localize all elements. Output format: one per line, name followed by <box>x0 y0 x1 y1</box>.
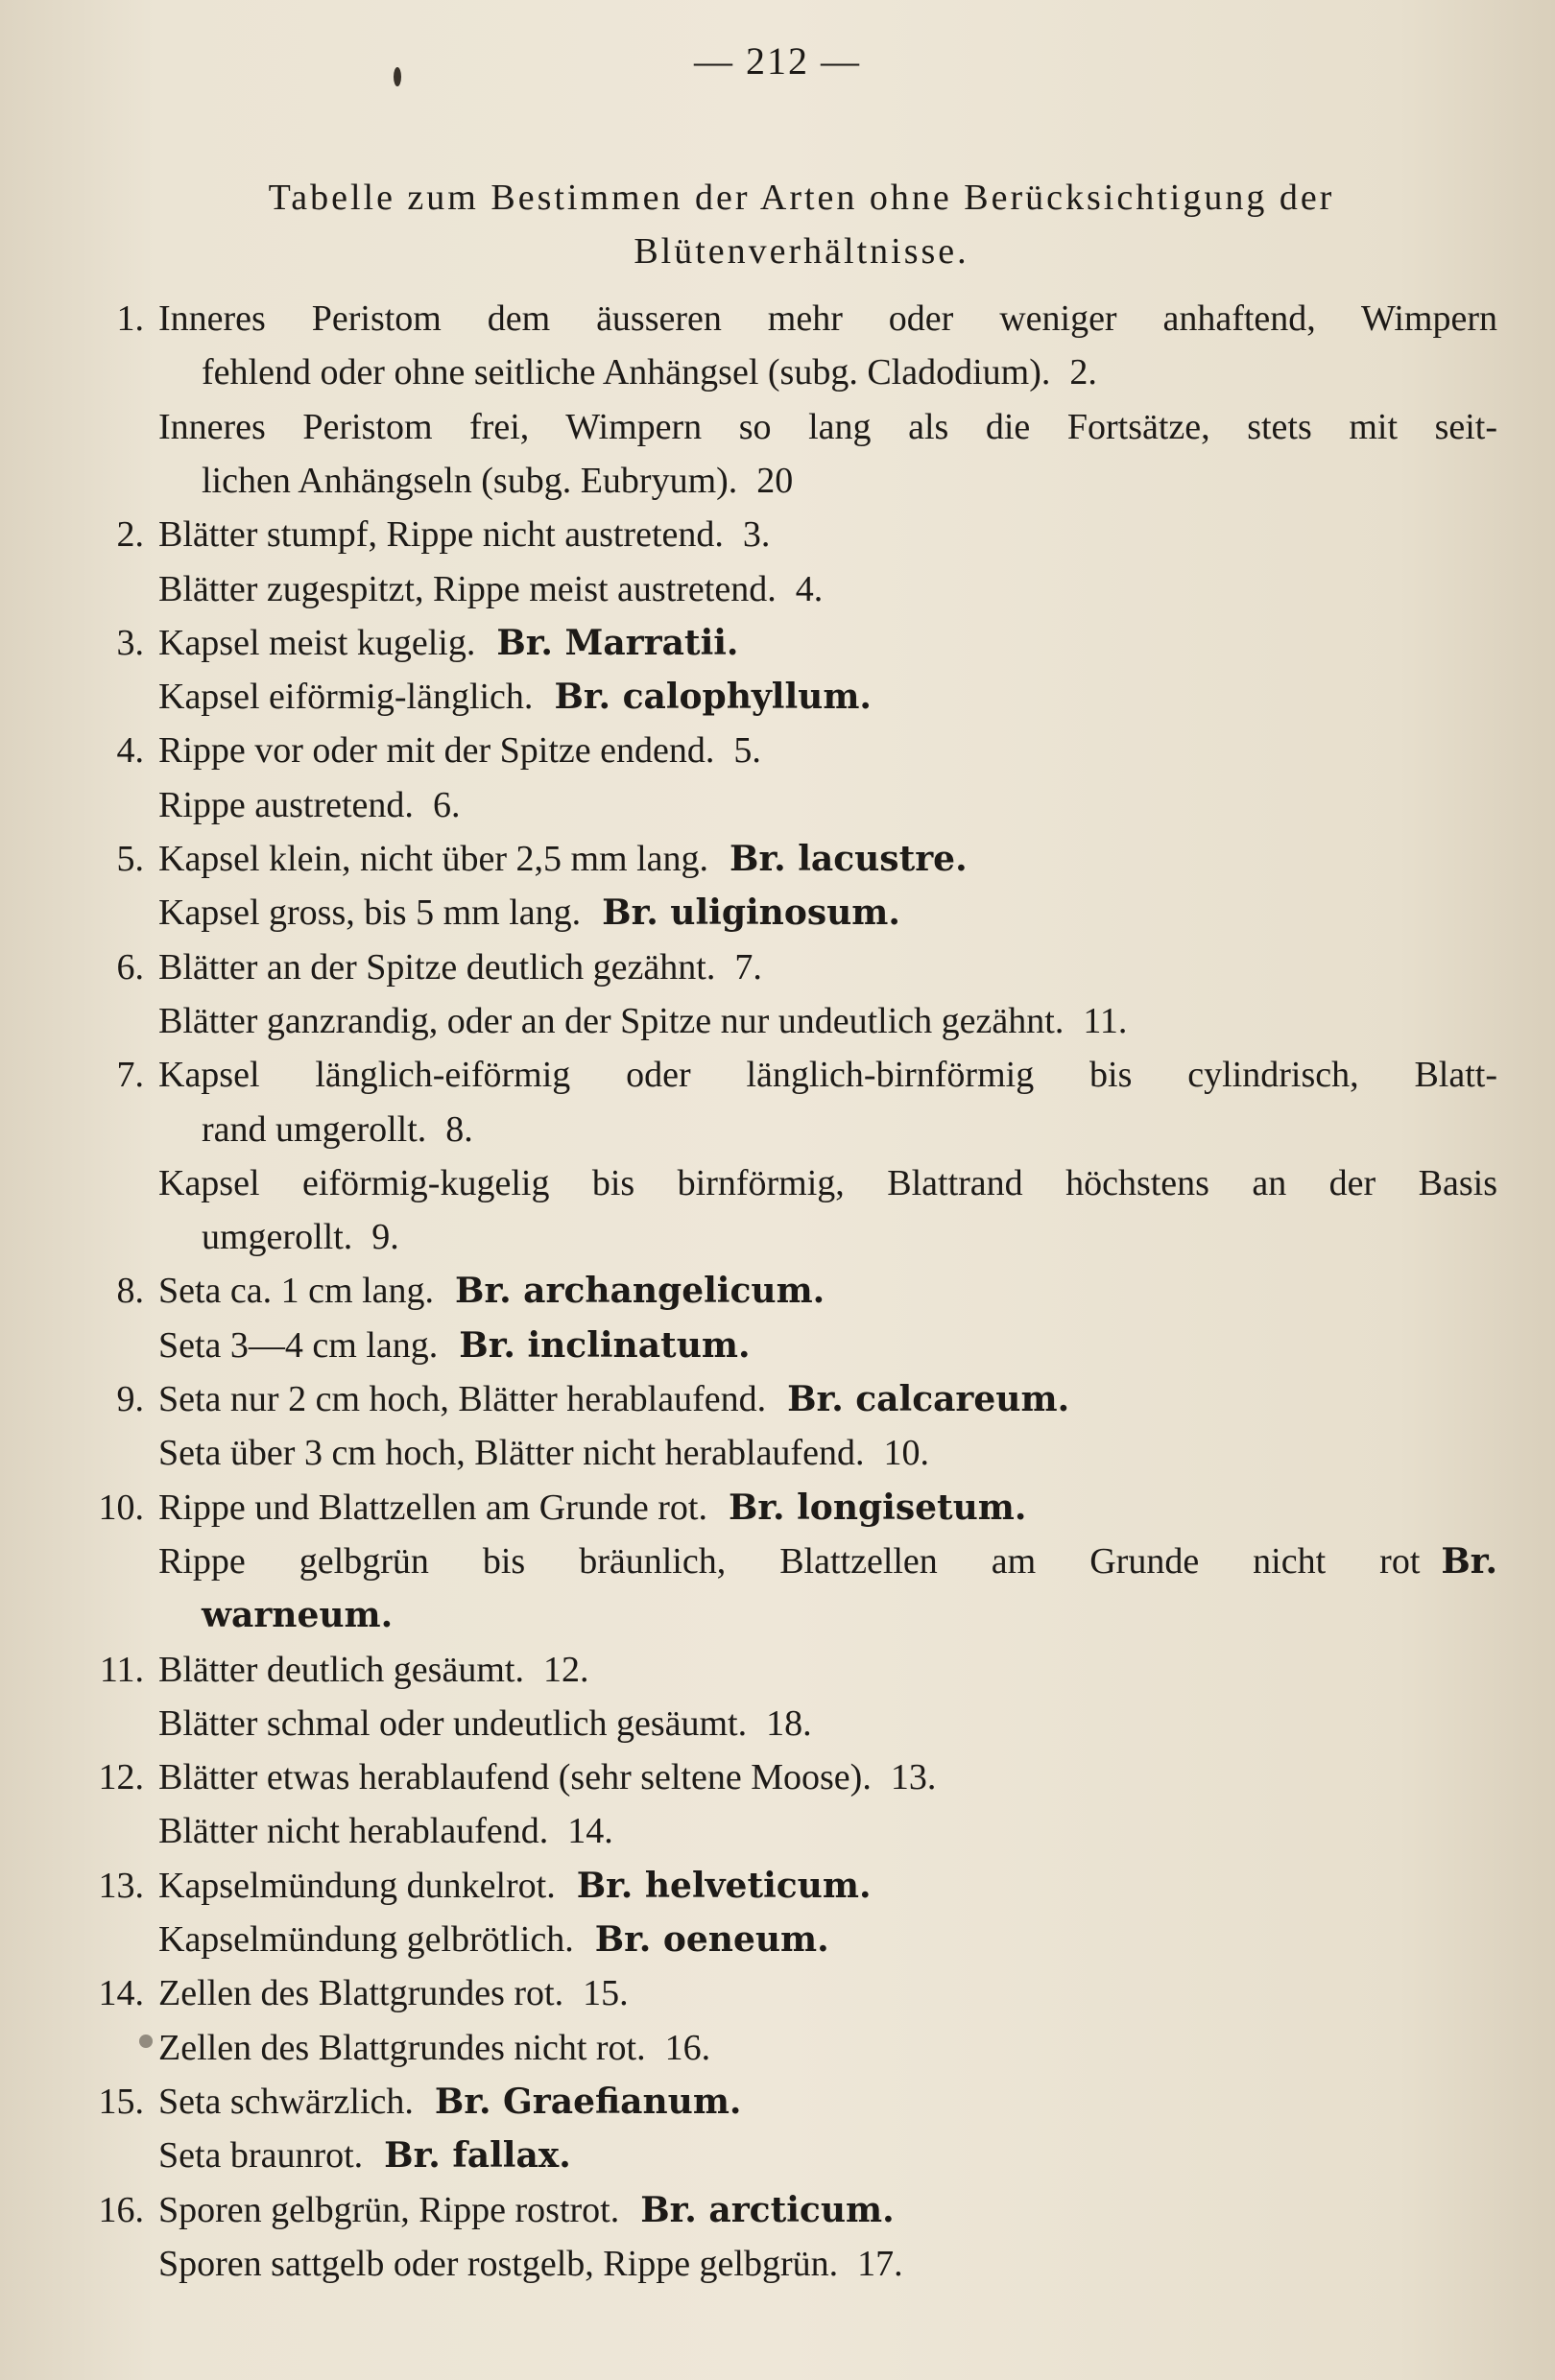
entry-line <box>202 1594 393 1636</box>
entry-line <box>158 1432 929 1474</box>
entry-text: Rippe austretend. <box>158 784 414 825</box>
entry-number: 6. <box>116 946 144 988</box>
couplet-reference: 9. <box>371 1217 399 1258</box>
entry-number: 2. <box>116 514 144 556</box>
entry-text: Blätter etwas herablaufend (sehr seltene Moose). <box>158 1757 872 1798</box>
couplet-reference: 3. <box>742 514 771 556</box>
couplet-reference: 5. <box>733 730 761 772</box>
couplet-reference: 13. <box>890 1757 937 1798</box>
entry-text: fehlend oder ohne seitliche Anhängsel (subg. Cladodium). <box>202 352 1051 393</box>
species-name: Br. calcareum. <box>787 1379 1070 1419</box>
entry-text: Seta nur 2 cm hoch, Blätter herablaufend. <box>158 1379 767 1419</box>
entry-text: rand umgerollt. <box>202 1108 427 1150</box>
couplet-reference: 15. <box>583 1973 629 2014</box>
species-name: Br. archangelicum. <box>455 1271 825 1312</box>
couplet-reference: 16. <box>664 2027 711 2068</box>
entry-line <box>202 1216 399 1258</box>
entry-line <box>158 676 872 718</box>
couplet-reference: 17. <box>857 2243 903 2284</box>
species-name: Br. longisetum. <box>728 1487 1027 1528</box>
page-number: — 212 — <box>694 39 861 83</box>
entry-text: Blätter deutlich gesäumt. <box>158 1649 524 1690</box>
entry-line <box>158 2081 741 2123</box>
entry-line <box>202 1108 473 1151</box>
entry-text: Inneres Peristom dem äusseren mehr oder weniger anhaftend, Wimpern <box>158 298 1497 339</box>
species-name: Br. helveticum. <box>576 1865 872 1906</box>
species-name: Br. Graefianum. <box>434 2081 742 2122</box>
species-name: Br. <box>1441 1540 1497 1582</box>
entry-text: Zellen des Blattgrundes nicht rot. <box>158 2027 646 2068</box>
couplet-reference: 11. <box>1083 1000 1128 1041</box>
entry-text: Rippe und Blattzellen am Grunde rot. <box>158 1487 707 1528</box>
entry-text: Kapsel meist kugelig. <box>158 622 476 663</box>
entry-line <box>158 1000 1127 1042</box>
entry-text: Blätter ganzrandig, oder an der Spitze nur undeutlich gezähnt. <box>158 1000 1065 1041</box>
couplet-reference: 18. <box>766 1702 812 1744</box>
entry-text: Sporen gelbgrün, Rippe rostrot. <box>158 2189 620 2230</box>
entry-number: 11. <box>99 1649 144 1690</box>
entry-number: 8. <box>116 1271 144 1312</box>
entry-text: Blätter nicht herablaufend. <box>158 1811 549 1852</box>
entry-text: Kapselmündung dunkelrot. <box>158 1865 556 1906</box>
couplet-reference: 8. <box>445 1108 473 1150</box>
entry-text: Kapsel eiförmig-länglich. <box>158 677 534 718</box>
species-name: Br. uliginosum. <box>602 892 900 934</box>
couplet-reference: 7. <box>734 946 762 988</box>
entry-text: Sporen sattgelb oder rostgelb, Rippe gelbgrün. <box>158 2243 839 2284</box>
species-name: Br. lacustre. <box>730 839 968 879</box>
entry-text: Kapsel länglich-eiförmig oder länglich-birnförmig bis cylindrisch, Blatt- <box>158 1055 1497 1096</box>
couplet-reference: 12. <box>542 1649 589 1690</box>
species-name: warneum. <box>202 1595 394 1636</box>
entry-number: 9. <box>116 1379 144 1419</box>
entry-line <box>158 1649 588 1691</box>
entry-number: 7. <box>116 1055 144 1096</box>
entry-line <box>158 1918 829 1961</box>
entry-line <box>158 513 770 556</box>
entry-line <box>158 1054 1497 1096</box>
entry-line <box>158 1378 1069 1420</box>
species-name: Br. calophyllum. <box>554 677 872 718</box>
entry-line <box>158 2134 571 2177</box>
entry-line <box>158 1487 1026 1529</box>
entry-line <box>158 622 738 664</box>
entry-text: Seta über 3 cm hoch, Blätter nicht herablaufend. <box>158 1433 865 1474</box>
entry-number: 13. <box>98 1865 144 1906</box>
table-title-line-2: Blütenverhältnisse. <box>634 231 969 272</box>
entry-line <box>158 1324 751 1367</box>
entry-line <box>202 460 793 502</box>
entry-text: Blätter zugespitzt, Rippe meist austretend. <box>158 568 777 609</box>
entry-text: Kapsel eiförmig-kugelig bis birnförmig, Blattrand höchstens an der Basis <box>158 1162 1497 1203</box>
entry-number: 16. <box>98 2189 144 2230</box>
ink-speck <box>139 2035 153 2048</box>
species-name: Br. oeneum. <box>594 1919 829 1960</box>
entry-line <box>158 1756 936 1798</box>
entry-line <box>158 1972 629 2014</box>
entry-line <box>158 892 900 934</box>
entry-text: Blätter stumpf, Rippe nicht austretend. <box>158 514 724 556</box>
couplet-reference: 20 <box>756 460 794 501</box>
entry-line <box>202 351 1097 393</box>
entry-text: Kapselmündung gelbrötlich. <box>158 1919 574 1960</box>
entry-line <box>158 946 762 988</box>
couplet-reference: 2. <box>1069 352 1097 393</box>
entry-text: Inneres Peristom frei, Wimpern so lang als die Fortsätze, stets mit seit- <box>158 406 1497 447</box>
entry-line <box>158 2027 710 2069</box>
entry-number: 15. <box>98 2081 144 2122</box>
entry-text: Zellen des Blattgrundes rot. <box>158 1973 564 2014</box>
entry-number: 1. <box>116 298 144 339</box>
entry-text: Seta 3—4 cm lang. <box>158 1324 439 1366</box>
species-name: Br. Marratii. <box>496 622 739 663</box>
entry-line <box>158 784 460 826</box>
entry-line <box>158 568 823 610</box>
couplet-reference: 10. <box>883 1433 929 1474</box>
entry-line <box>158 1162 1497 1204</box>
entry-line <box>158 2189 895 2231</box>
entry-text: Blätter an der Spitze deutlich gezähnt. <box>158 946 716 988</box>
entry-number: 3. <box>116 622 144 663</box>
species-name: Br. fallax. <box>384 2135 571 2177</box>
entry-text: Rippe gelbgrün bis bräunlich, Blattzellen am Grunde nicht rot <box>158 1540 1421 1582</box>
couplet-reference: 14. <box>567 1811 613 1852</box>
entry-text: lichen Anhängseln (subg. Eubryum). <box>202 460 738 501</box>
couplet-reference: 4. <box>795 568 824 609</box>
entry-number: 10. <box>98 1487 144 1528</box>
entry-number: 4. <box>116 730 144 772</box>
entry-line <box>158 2243 903 2285</box>
species-name: Br. arcticum. <box>640 2189 895 2230</box>
entry-text: Rippe vor oder mit der Spitze endend. <box>158 730 715 772</box>
entry-text: Seta braunrot. <box>158 2135 364 2177</box>
entry-line <box>158 729 761 772</box>
entry-line <box>158 1810 613 1852</box>
entry-line <box>158 1270 825 1312</box>
entry-text: umgerollt. <box>202 1217 353 1258</box>
entry-number: 14. <box>98 1973 144 2014</box>
entry-number: 12. <box>98 1757 144 1798</box>
entry-text: Seta ca. 1 cm lang. <box>158 1271 435 1312</box>
table-title-line-1: Tabelle zum Bestimmen der Arten ohne Berücksichtigung der <box>268 178 1335 218</box>
entry-number: 5. <box>116 839 144 879</box>
couplet-reference: 6. <box>432 784 461 825</box>
entry-text: Kapsel klein, nicht über 2,5 mm lang. <box>158 839 709 879</box>
entry-text: Blätter schmal oder undeutlich gesäumt. <box>158 1702 748 1744</box>
entry-line <box>158 1702 812 1745</box>
entry-text: Kapsel gross, bis 5 mm lang. <box>158 892 582 934</box>
entry-line <box>158 406 1497 448</box>
entry-text: Seta schwärzlich. <box>158 2081 414 2122</box>
species-name: Br. inclinatum. <box>459 1324 751 1366</box>
entry-line <box>158 838 968 880</box>
entry-line <box>158 298 1497 340</box>
ink-speck <box>394 67 401 86</box>
entry-line <box>158 1540 1497 1583</box>
entry-line <box>158 1865 871 1907</box>
